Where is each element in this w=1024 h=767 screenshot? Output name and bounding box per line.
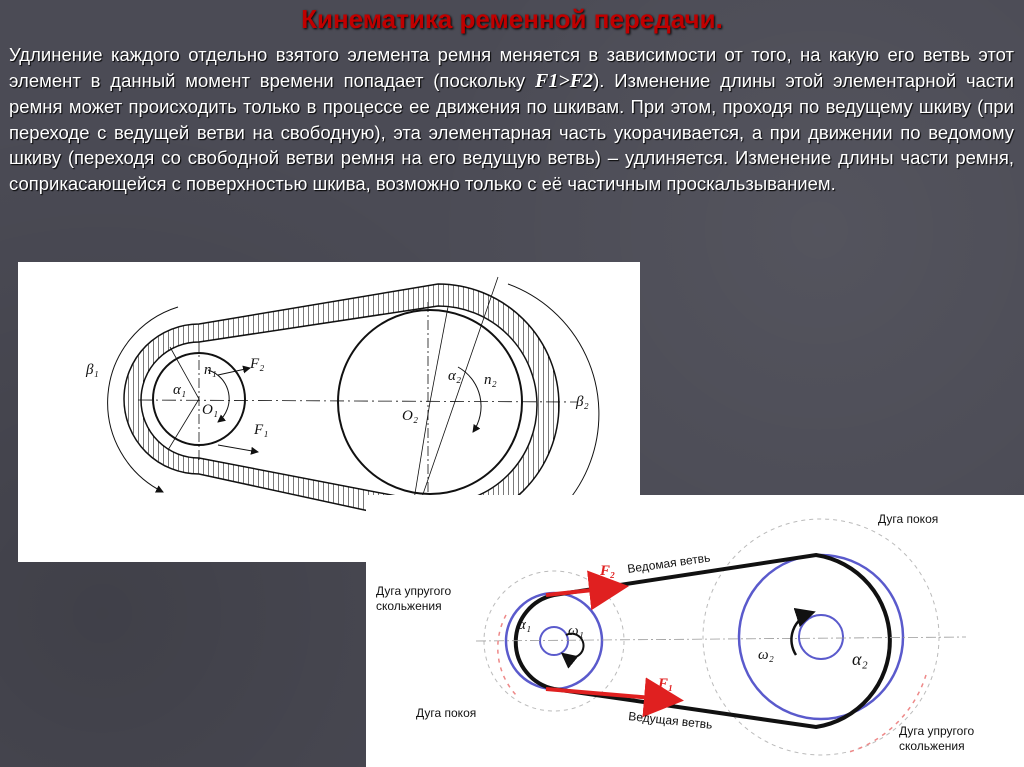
beta1-label: β₁ <box>86 362 99 378</box>
f1-label: F₁ <box>254 422 269 438</box>
f1-force-label: F₁ <box>658 676 674 692</box>
alpha1-label: α₁ <box>173 382 187 398</box>
driven-branch-label: Ведомая ветвь <box>626 550 712 576</box>
force-inequality: F1>F2 <box>534 69 594 92</box>
beta2-label: β₂ <box>576 394 589 410</box>
paragraph-text-2: ). Изменение длины этой элементарной части ремня может происходить только в процессе ее движения по шкивам. При этом, проходя по ведущему шкиву (при переходе с ведущей ветви на свободную), эта элементарная часть укорачивается, а при движении по ведомому шкиву (переходя со свободной ветви ремня на его ведущую ветвь) – удлиняется. Изменение длины части ремня, соприкасающейся с поверхностью шкива, возможно только с её частичным проскальзыванием. <box>9 69 1014 194</box>
alpha2-label: α₂ <box>448 368 462 384</box>
alpha2-symbol: α₂ <box>852 649 868 669</box>
slide-paragraph <box>9 42 1014 196</box>
elastic-arc-left-label-2: скольжения <box>376 599 442 613</box>
f2-force-label: F₂ <box>600 563 616 579</box>
alpha1-symbol: α₁ <box>518 617 532 633</box>
f2-arrow <box>546 587 621 595</box>
belt <box>516 555 890 727</box>
slip-arcs-diagram <box>366 495 1024 767</box>
o1-label: O₁ <box>202 402 219 418</box>
omega1-symbol: ω₁ <box>568 623 584 639</box>
slip-arcs-drawing <box>366 495 1024 767</box>
rest-arc-left-label: Дуга покоя <box>416 706 477 720</box>
o2-label: O₂ <box>402 408 419 424</box>
paragraph-text-1: Удлинение каждого отдельно взятого элемента ремня меняется в зависимости от того, на какую его ветвь этот элемент в данный момент времени попадает (поскольку <box>9 44 1014 91</box>
n1-label: n₁ <box>204 362 217 378</box>
omega2-symbol: ω₂ <box>758 647 774 663</box>
elastic-arc-left-label-1: Дуга упругого <box>376 584 452 598</box>
elastic-arc-right-label-1: Дуга упругого <box>899 724 975 738</box>
n2-label: n₂ <box>484 372 497 388</box>
driving-branch-label: Ведущая ветвь <box>627 709 714 732</box>
elastic-arc-right-label-2: скольжения <box>899 739 965 753</box>
driven-pulley <box>739 555 903 719</box>
rest-arc-top-label: Дуга покоя <box>878 512 939 526</box>
slide-title: Кинематика ременной передачи. <box>301 4 723 34</box>
f2-label: F₂ <box>250 356 265 372</box>
